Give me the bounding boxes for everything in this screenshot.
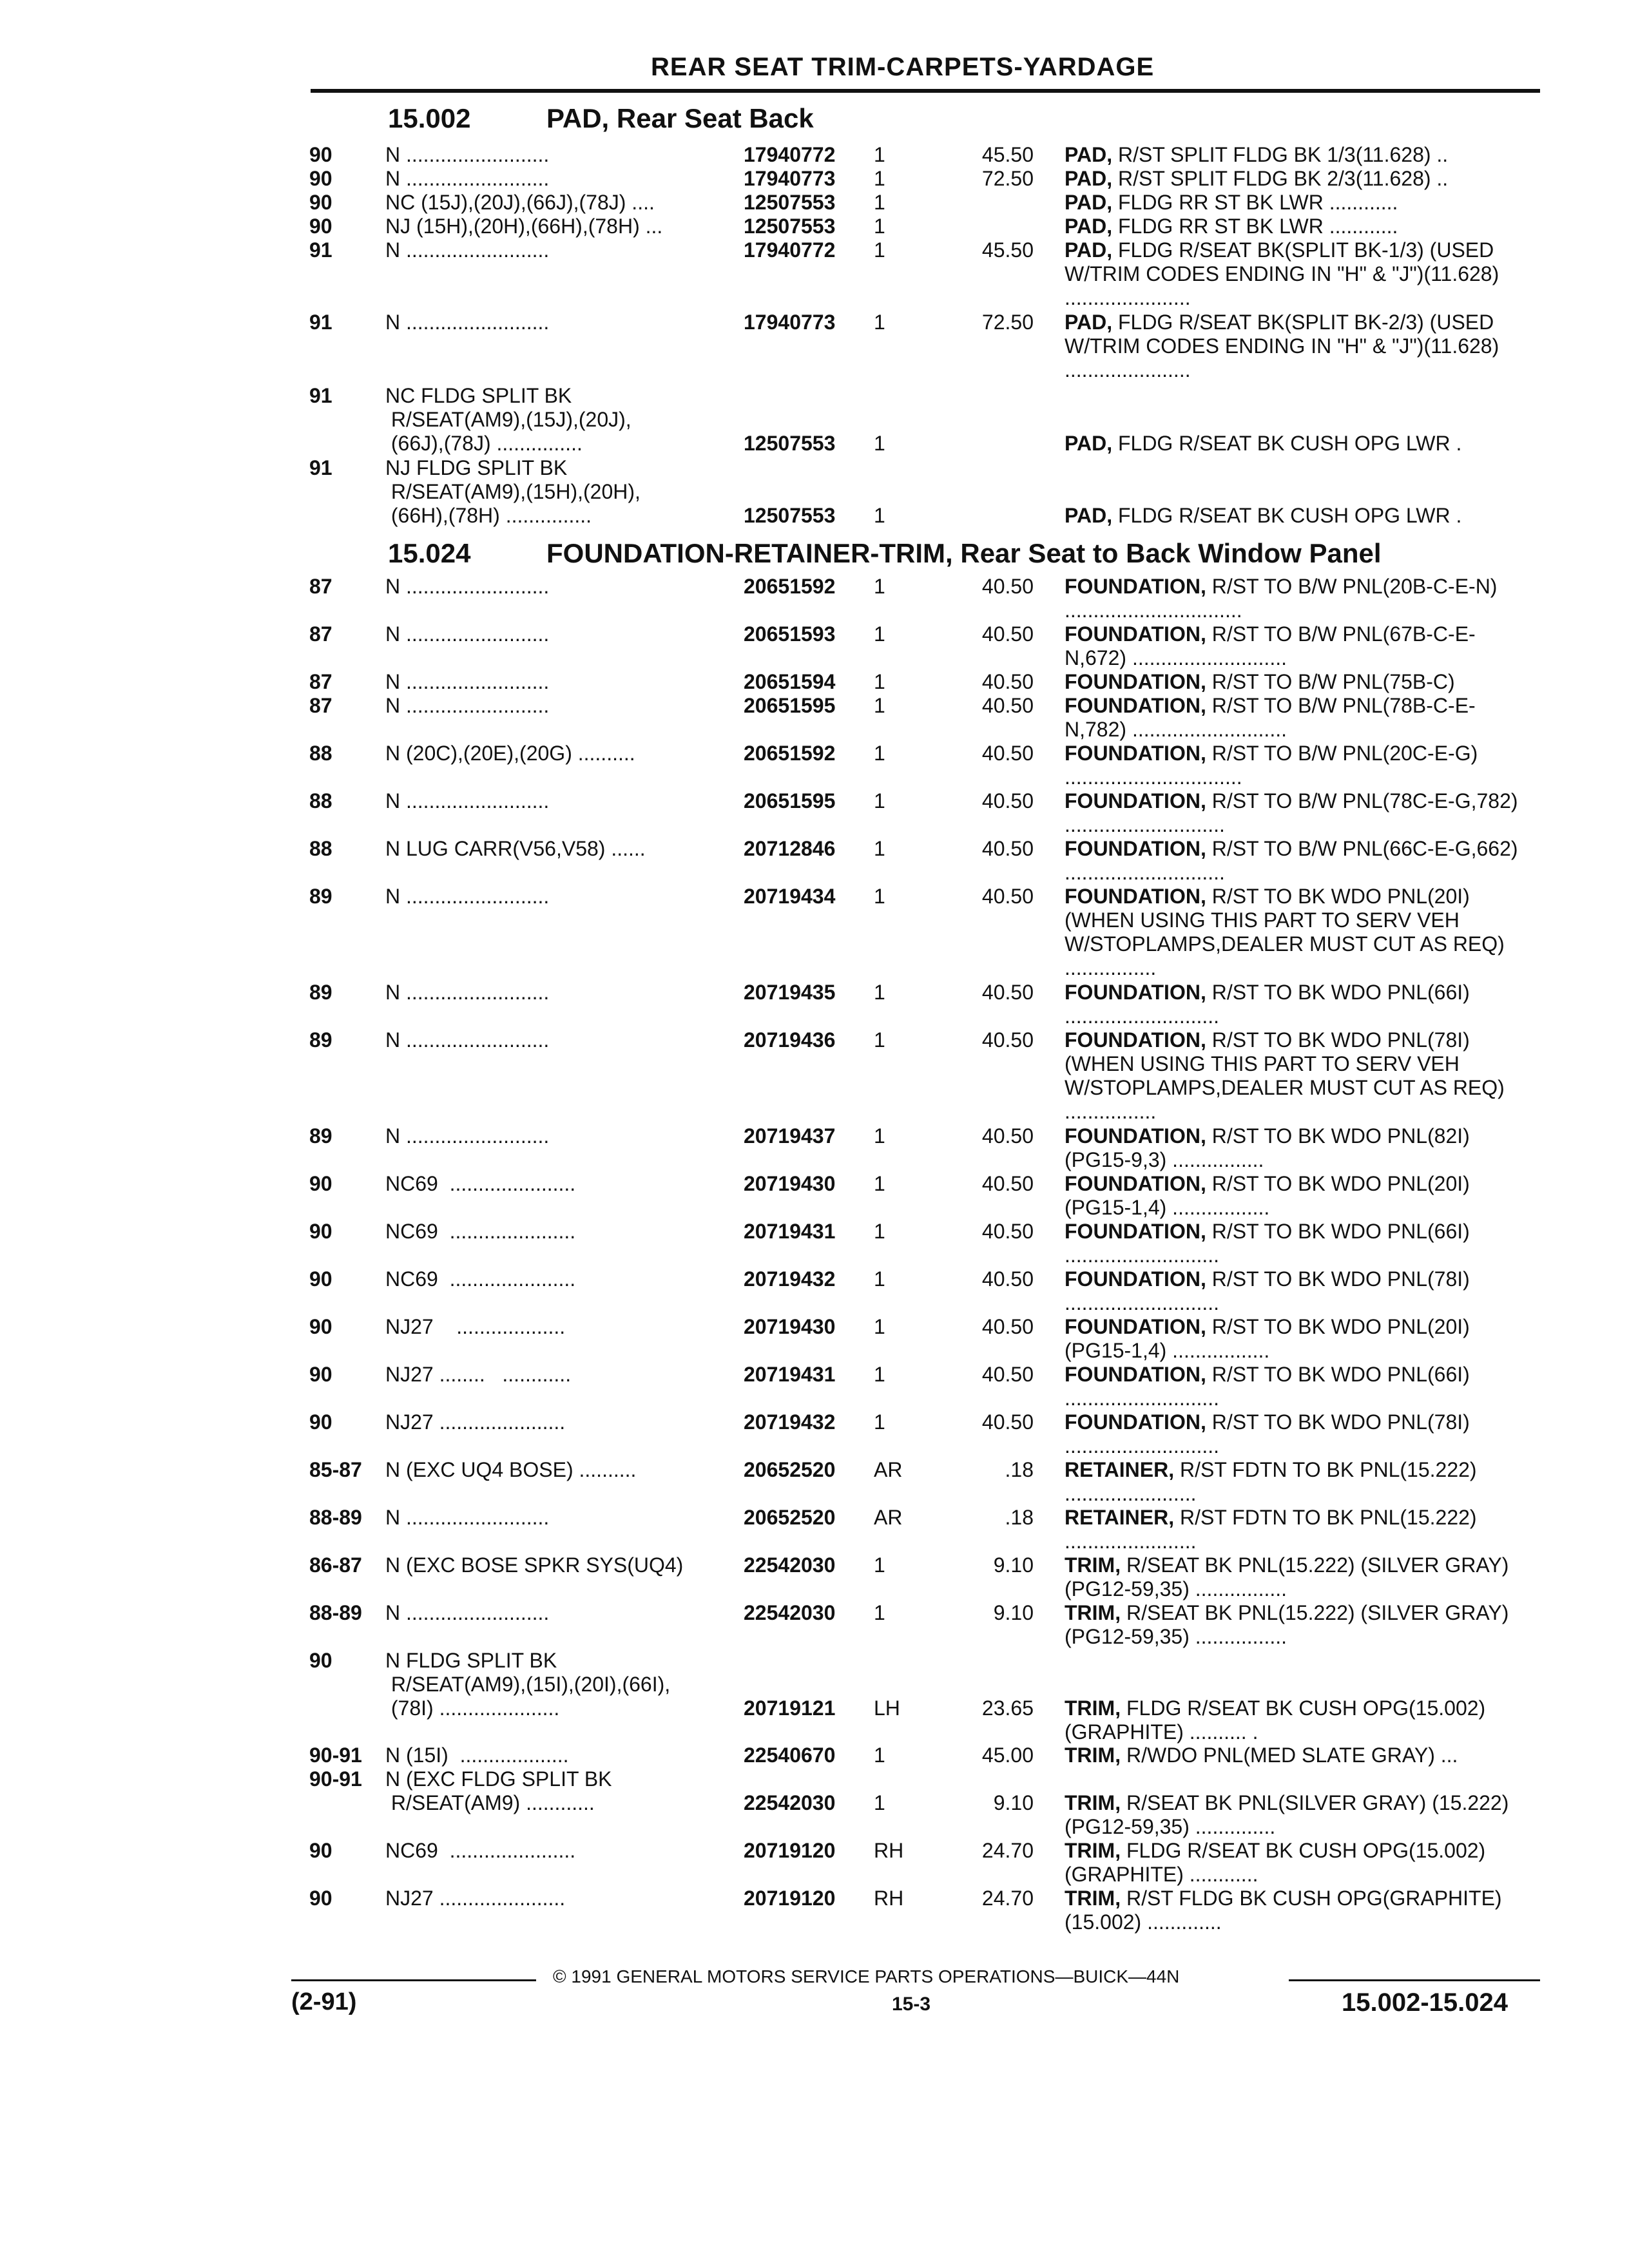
section-number: 15.002 xyxy=(388,103,471,133)
model-year: 90 xyxy=(309,143,333,166)
price: 23.65 xyxy=(981,1696,1034,1720)
model-year: 90 xyxy=(309,1649,333,1672)
model-year: 91 xyxy=(309,456,333,479)
application: N ......................... xyxy=(385,1124,550,1148)
price: 40.50 xyxy=(981,1028,1034,1052)
part-name: PAD, xyxy=(1065,311,1113,334)
part-number: 20719430 xyxy=(744,1315,836,1338)
part-description: TRIM, FLDG R/SEAT BK CUSH OPG(15.002) (GRAPHITE) .......... . xyxy=(1065,1696,1486,1744)
model-year: 87 xyxy=(309,694,333,717)
quantity: 1 xyxy=(874,1363,885,1386)
price: 45.50 xyxy=(981,143,1034,166)
header-rule xyxy=(311,89,1540,93)
application: N ......................... xyxy=(385,575,550,598)
price: 24.70 xyxy=(981,1887,1034,1910)
part-name: FOUNDATION, xyxy=(1065,1220,1206,1243)
part-description: FOUNDATION, R/ST TO BK WDO PNL(20I) (PG15-1,4) ................. xyxy=(1065,1315,1470,1362)
part-description: FOUNDATION, R/ST TO B/W PNL(67B-C-E-N,672) ........................... xyxy=(1065,622,1476,669)
part-number: 20719431 xyxy=(744,1220,836,1243)
application: NC FLDG SPLIT BK R/SEAT(AM9),(15J),(20J), (66J),(78J) ............... xyxy=(385,384,631,455)
section-title: PAD, Rear Seat Back xyxy=(546,103,814,133)
model-year: 90 xyxy=(309,1363,333,1386)
footer-copyright: © 1991 GENERAL MOTORS SERVICE PARTS OPERATIONS—BUICK—44N xyxy=(553,1966,1180,1986)
part-number: 20719121 xyxy=(744,1696,836,1720)
quantity: 1 xyxy=(874,191,885,214)
part-number: 22542030 xyxy=(744,1791,836,1814)
application: N (EXC UQ4 BOSE) .......... xyxy=(385,1458,637,1481)
part-number: 20719120 xyxy=(744,1839,836,1862)
part-description: PAD, FLDG RR ST BK LWR ............ xyxy=(1065,191,1398,214)
part-number: 20651593 xyxy=(744,622,836,646)
application: N ......................... xyxy=(385,143,550,166)
price: 40.50 xyxy=(981,670,1034,693)
application: N ......................... xyxy=(385,694,550,717)
model-year: 90 xyxy=(309,191,333,214)
price: 40.50 xyxy=(981,1124,1034,1148)
price: 40.50 xyxy=(981,1363,1034,1386)
model-year: 90-91 xyxy=(309,1767,362,1791)
part-description: PAD, FLDG R/SEAT BK CUSH OPG LWR . xyxy=(1065,432,1462,455)
part-name: PAD, xyxy=(1065,504,1113,527)
model-year: 89 xyxy=(309,885,333,908)
part-name: TRIM, xyxy=(1065,1696,1121,1720)
application: N ......................... xyxy=(385,670,550,693)
part-name: FOUNDATION, xyxy=(1065,575,1206,598)
part-description: FOUNDATION, R/ST TO B/W PNL(75B-C) xyxy=(1065,670,1455,693)
part-name: TRIM, xyxy=(1065,1839,1121,1862)
quantity: 1 xyxy=(874,215,885,238)
quantity: 1 xyxy=(874,575,885,598)
part-name: PAD, xyxy=(1065,143,1113,166)
part-name: FOUNDATION, xyxy=(1065,1267,1206,1291)
part-name: TRIM, xyxy=(1065,1887,1121,1910)
price: 40.50 xyxy=(981,575,1034,598)
part-description: TRIM, R/ST FLDG BK CUSH OPG(GRAPHITE)(15.002) ............. xyxy=(1065,1887,1502,1934)
quantity: 1 xyxy=(874,885,885,908)
part-description: FOUNDATION, R/ST TO BK WDO PNL(82I) (PG15-9,3) ................ xyxy=(1065,1124,1470,1171)
part-description: FOUNDATION, R/ST TO BK WDO PNL(66I) ........................... xyxy=(1065,1363,1470,1410)
footer-date-code: (2-91) xyxy=(291,1988,357,2015)
application: N (15I) ................... xyxy=(385,1744,569,1767)
application: NJ FLDG SPLIT BK R/SEAT(AM9),(15H),(20H), (66H),(78H) ............... xyxy=(385,456,641,527)
part-number: 17940773 xyxy=(744,311,836,334)
quantity: AR xyxy=(874,1506,903,1529)
quantity: 1 xyxy=(874,742,885,765)
quantity: 1 xyxy=(874,1553,885,1577)
price: 9.10 xyxy=(993,1791,1034,1814)
price: 24.70 xyxy=(981,1839,1034,1862)
price: 40.50 xyxy=(981,694,1034,717)
model-year: 87 xyxy=(309,622,333,646)
quantity: 1 xyxy=(874,1315,885,1338)
model-year: 90 xyxy=(309,1220,333,1243)
model-year: 90 xyxy=(309,1839,333,1862)
model-year: 86-87 xyxy=(309,1553,362,1577)
application: N LUG CARR(V56,V58) ...... xyxy=(385,837,646,860)
part-description: RETAINER, R/ST FDTN TO BK PNL(15.222) ....................... xyxy=(1065,1506,1477,1553)
part-number: 20719432 xyxy=(744,1267,836,1291)
part-number: 17940773 xyxy=(744,167,836,190)
part-description: FOUNDATION, R/ST TO BK WDO PNL(20I) (WHEN USING THIS PART TO SERV VEH W/STOPLAMPS,DEALER MUST CUT AS REQ) ................ xyxy=(1065,885,1505,979)
part-number: 20652520 xyxy=(744,1458,836,1481)
quantity: 1 xyxy=(874,432,885,455)
part-number: 12507553 xyxy=(744,504,836,527)
part-number: 20651594 xyxy=(744,670,836,693)
part-description: RETAINER, R/ST FDTN TO BK PNL(15.222) ....................... xyxy=(1065,1458,1477,1505)
price: 40.50 xyxy=(981,742,1034,765)
quantity: 1 xyxy=(874,504,885,527)
quantity: 1 xyxy=(874,694,885,717)
application: N ......................... xyxy=(385,1506,550,1529)
application: NC69 ...................... xyxy=(385,1172,576,1195)
part-number: 22540670 xyxy=(744,1744,836,1767)
part-number: 20652520 xyxy=(744,1506,836,1529)
part-number: 20719432 xyxy=(744,1410,836,1434)
price: 40.50 xyxy=(981,1172,1034,1195)
price: 40.50 xyxy=(981,789,1034,812)
part-name: PAD, xyxy=(1065,432,1113,455)
quantity: AR xyxy=(874,1458,903,1481)
application: NC69 ...................... xyxy=(385,1220,576,1243)
model-year: 90 xyxy=(309,1172,333,1195)
footer-rule-right xyxy=(1289,1979,1540,1981)
part-number: 20719435 xyxy=(744,981,836,1004)
footer-section-range: 15.002-15.024 xyxy=(1342,1988,1509,2017)
model-year: 87 xyxy=(309,575,333,598)
model-year: 88-89 xyxy=(309,1506,362,1529)
quantity: RH xyxy=(874,1839,904,1862)
part-name: FOUNDATION, xyxy=(1065,1315,1206,1338)
application: N ......................... xyxy=(385,1601,550,1624)
part-description: FOUNDATION, R/ST TO BK WDO PNL(66I) ........................... xyxy=(1065,1220,1470,1267)
model-year: 90 xyxy=(309,1410,333,1434)
price: 72.50 xyxy=(981,311,1034,334)
part-number: 20651592 xyxy=(744,742,836,765)
price: 45.50 xyxy=(981,238,1034,262)
model-year: 91 xyxy=(309,384,333,407)
model-year: 88 xyxy=(309,837,333,860)
quantity: RH xyxy=(874,1887,904,1910)
part-name: PAD, xyxy=(1065,238,1113,262)
part-number: 20719430 xyxy=(744,1172,836,1195)
part-number: 12507553 xyxy=(744,215,836,238)
application: NJ27 ...................... xyxy=(385,1410,566,1434)
section-title: FOUNDATION-RETAINER-TRIM, Rear Seat to Back Window Panel xyxy=(546,538,1382,568)
part-name: FOUNDATION, xyxy=(1065,1028,1206,1052)
part-name: TRIM, xyxy=(1065,1791,1121,1814)
price: 72.50 xyxy=(981,167,1034,190)
part-number: 20651595 xyxy=(744,789,836,812)
part-description: TRIM, R/SEAT BK PNL(15.222) (SILVER GRAY) (PG12-59,35) ................ xyxy=(1065,1601,1509,1648)
quantity: 1 xyxy=(874,670,885,693)
quantity: 1 xyxy=(874,311,885,334)
part-number: 22542030 xyxy=(744,1553,836,1577)
price: 45.00 xyxy=(981,1744,1034,1767)
quantity: 1 xyxy=(874,1172,885,1195)
model-year: 90-91 xyxy=(309,1744,362,1767)
application: N ......................... xyxy=(385,311,550,334)
part-name: FOUNDATION, xyxy=(1065,670,1206,693)
quantity: 1 xyxy=(874,789,885,812)
quantity: 1 xyxy=(874,238,885,262)
part-name: FOUNDATION, xyxy=(1065,622,1206,646)
part-name: PAD, xyxy=(1065,191,1113,214)
part-number: 12507553 xyxy=(744,191,836,214)
part-description: TRIM, R/SEAT BK PNL(SILVER GRAY) (15.222) (PG12-59,35) .............. xyxy=(1065,1791,1509,1838)
application: N ......................... xyxy=(385,789,550,812)
quantity: 1 xyxy=(874,1220,885,1243)
price: 40.50 xyxy=(981,1220,1034,1243)
application: NC (15J),(20J),(66J),(78J) .... xyxy=(385,191,655,214)
quantity: 1 xyxy=(874,1267,885,1291)
part-description: FOUNDATION, R/ST TO B/W PNL(20C-E-G) ............................... xyxy=(1065,742,1478,789)
part-description: FOUNDATION, R/ST TO BK WDO PNL(78I) ........................... xyxy=(1065,1410,1470,1457)
quantity: 1 xyxy=(874,1601,885,1624)
quantity: 1 xyxy=(874,1124,885,1148)
part-description: TRIM, R/SEAT BK PNL(15.222) (SILVER GRAY) (PG12-59,35) ................ xyxy=(1065,1553,1509,1600)
application: NC69 ...................... xyxy=(385,1267,576,1291)
part-number: 20651592 xyxy=(744,575,836,598)
part-number: 20712846 xyxy=(744,837,836,860)
model-year: 89 xyxy=(309,1124,333,1148)
part-name: FOUNDATION, xyxy=(1065,885,1206,908)
part-description: PAD, R/ST SPLIT FLDG BK 2/3(11.628) .. xyxy=(1065,167,1449,190)
price: 40.50 xyxy=(981,837,1034,860)
price: 9.10 xyxy=(993,1601,1034,1624)
quantity: 1 xyxy=(874,622,885,646)
part-number: 22542030 xyxy=(744,1601,836,1624)
quantity: 1 xyxy=(874,1791,885,1814)
part-number: 20719436 xyxy=(744,1028,836,1052)
model-year: 88 xyxy=(309,789,333,812)
application: NJ27 ........ ............ xyxy=(385,1363,572,1386)
part-number: 20719437 xyxy=(744,1124,836,1148)
part-description: PAD, FLDG R/SEAT BK CUSH OPG LWR . xyxy=(1065,504,1462,527)
model-year: 91 xyxy=(309,311,333,334)
quantity: 1 xyxy=(874,1744,885,1767)
application: NC69 ...................... xyxy=(385,1839,576,1862)
price: 40.50 xyxy=(981,1267,1034,1291)
part-description: TRIM, FLDG R/SEAT BK CUSH OPG(15.002) (GRAPHITE) ............ xyxy=(1065,1839,1486,1886)
part-description: PAD, FLDG R/SEAT BK(SPLIT BK-2/3) (USED W/TRIM CODES ENDING IN "H" & "J")(11.628) ...................... xyxy=(1065,311,1499,381)
application: NJ27 ...................... xyxy=(385,1887,566,1910)
part-name: TRIM, xyxy=(1065,1553,1121,1577)
model-year: 88-89 xyxy=(309,1601,362,1624)
price: .18 xyxy=(1005,1458,1034,1481)
part-name: FOUNDATION, xyxy=(1065,1172,1206,1195)
part-name: FOUNDATION, xyxy=(1065,1124,1206,1148)
price: 40.50 xyxy=(981,1410,1034,1434)
quantity: 1 xyxy=(874,1410,885,1434)
part-description: FOUNDATION, R/ST TO BK WDO PNL(78I) (WHEN USING THIS PART TO SERV VEH W/STOPLAMPS,DEALER MUST CUT AS REQ) ................ xyxy=(1065,1028,1505,1123)
part-name: FOUNDATION, xyxy=(1065,837,1206,860)
part-description: FOUNDATION, R/ST TO BK WDO PNL(78I) ........................... xyxy=(1065,1267,1470,1314)
part-description: PAD, FLDG R/SEAT BK(SPLIT BK-1/3) (USED W/TRIM CODES ENDING IN "H" & "J")(11.628) ...................... xyxy=(1065,238,1499,309)
model-year: 89 xyxy=(309,1028,333,1052)
part-description: PAD, FLDG RR ST BK LWR ............ xyxy=(1065,215,1398,238)
page-title: REAR SEAT TRIM-CARPETS-YARDAGE xyxy=(651,53,1155,81)
part-number: 17940772 xyxy=(744,143,836,166)
part-name: FOUNDATION, xyxy=(1065,789,1206,812)
part-name: FOUNDATION, xyxy=(1065,1363,1206,1386)
quantity: LH xyxy=(874,1696,900,1720)
price: 40.50 xyxy=(981,622,1034,646)
model-year: 88 xyxy=(309,742,333,765)
part-description: FOUNDATION, R/ST TO B/W PNL(66C-E-G,662) ............................ xyxy=(1065,837,1518,884)
part-name: FOUNDATION, xyxy=(1065,1410,1206,1434)
part-name: FOUNDATION, xyxy=(1065,742,1206,765)
application: NJ27 ................... xyxy=(385,1315,566,1338)
model-year: 85-87 xyxy=(309,1458,362,1481)
application: N (EXC BOSE SPKR SYS(UQ4) xyxy=(385,1553,684,1577)
price: .18 xyxy=(1005,1506,1034,1529)
part-name: FOUNDATION, xyxy=(1065,981,1206,1004)
part-description: PAD, R/ST SPLIT FLDG BK 1/3(11.628) .. xyxy=(1065,143,1449,166)
application: N ......................... xyxy=(385,885,550,908)
quantity: 1 xyxy=(874,981,885,1004)
part-name: TRIM, xyxy=(1065,1744,1121,1767)
section-number: 15.024 xyxy=(388,538,471,568)
price: 40.50 xyxy=(981,981,1034,1004)
part-name: PAD, xyxy=(1065,215,1113,238)
part-name: PAD, xyxy=(1065,167,1113,190)
part-description: FOUNDATION, R/ST TO B/W PNL(20B-C-E-N) ............................... xyxy=(1065,575,1498,622)
part-description: FOUNDATION, R/ST TO B/W PNL(78B-C-E-N,782) ........................... xyxy=(1065,694,1476,741)
application: N (20C),(20E),(20G) .......... xyxy=(385,742,635,765)
model-year: 91 xyxy=(309,238,333,262)
application: N ......................... xyxy=(385,238,550,262)
part-description: FOUNDATION, R/ST TO B/W PNL(78C-E-G,782) ............................ xyxy=(1065,789,1518,836)
price: 40.50 xyxy=(981,885,1034,908)
footer-page-number: 15-3 xyxy=(892,1994,931,2015)
part-name: FOUNDATION, xyxy=(1065,694,1206,717)
model-year: 90 xyxy=(309,1315,333,1338)
quantity: 1 xyxy=(874,837,885,860)
part-description: TRIM, R/WDO PNL(MED SLATE GRAY) ... xyxy=(1065,1744,1458,1767)
application: N ......................... xyxy=(385,622,550,646)
model-year: 90 xyxy=(309,1887,333,1910)
part-number: 17940772 xyxy=(744,238,836,262)
application: N ......................... xyxy=(385,167,550,190)
model-year: 87 xyxy=(309,670,333,693)
part-description: FOUNDATION, R/ST TO BK WDO PNL(20I) (PG15-1,4) ................. xyxy=(1065,1172,1470,1219)
model-year: 90 xyxy=(309,215,333,238)
part-name: RETAINER, xyxy=(1065,1506,1175,1529)
application: N (EXC FLDG SPLIT BK R/SEAT(AM9) ............ xyxy=(385,1767,612,1814)
footer-rule-left xyxy=(291,1979,536,1981)
quantity: 1 xyxy=(874,143,885,166)
model-year: 90 xyxy=(309,1267,333,1291)
application: NJ (15H),(20H),(66H),(78H) ... xyxy=(385,215,663,238)
model-year: 89 xyxy=(309,981,333,1004)
part-description: FOUNDATION, R/ST TO BK WDO PNL(66I) ........................... xyxy=(1065,981,1470,1028)
part-number: 12507553 xyxy=(744,432,836,455)
model-year: 90 xyxy=(309,167,333,190)
quantity: 1 xyxy=(874,1028,885,1052)
part-number: 20719431 xyxy=(744,1363,836,1386)
part-number: 20651595 xyxy=(744,694,836,717)
part-name: RETAINER, xyxy=(1065,1458,1175,1481)
part-name: TRIM, xyxy=(1065,1601,1121,1624)
application: N FLDG SPLIT BK R/SEAT(AM9),(15I),(20I),(66I), (78I) ..................... xyxy=(385,1649,671,1720)
part-number: 20719120 xyxy=(744,1887,836,1910)
part-number: 20719434 xyxy=(744,885,836,908)
price: 40.50 xyxy=(981,1315,1034,1338)
application: N ......................... xyxy=(385,981,550,1004)
price: 9.10 xyxy=(993,1553,1034,1577)
quantity: 1 xyxy=(874,167,885,190)
application: N ......................... xyxy=(385,1028,550,1052)
